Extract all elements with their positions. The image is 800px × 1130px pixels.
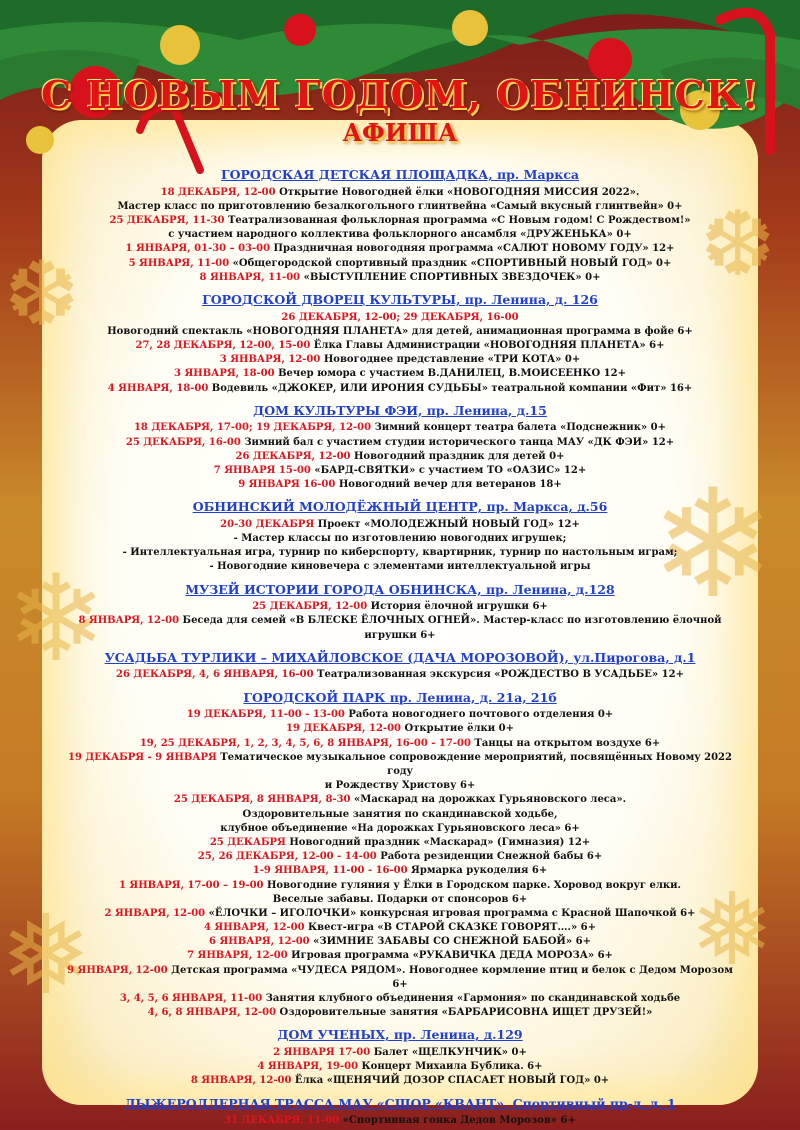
event-item xyxy=(60,708,740,722)
event-date: 25 ДЕКАБРЯ, 12-00 xyxy=(252,601,368,613)
event-description: Водевиль «ДЖОКЕР, ИЛИ ИРОНИЯ СУДЬБЫ» театральной компании «Фит» 16+ xyxy=(208,382,693,394)
event-item xyxy=(60,339,740,353)
event-date: 1 ЯНВАРЯ, 01-30 – 03-00 xyxy=(125,243,271,255)
event-item xyxy=(60,242,740,256)
event-description: Игровая программа «РУКАВИЧКА ДЕДА МОРОЗА» 6+ xyxy=(287,950,613,962)
event-description: «Маскарад на дорожках Гурьяновского леса». Оздоровительные занятия по скандинавской ходьбе, клубное объединение «На дорожках Гурьяновского леса» 6+ xyxy=(220,794,627,834)
event-date: 27, 28 ДЕКАБРЯ, 12-00, 15-00 xyxy=(135,339,311,351)
venue-heading: ГОРОДСКАЯ ДЕТСКАЯ ПЛОЩАДКА, пр. Маркса xyxy=(220,167,580,182)
event-date: 3 ЯНВАРЯ, 18-00 xyxy=(174,368,275,380)
event-item xyxy=(60,793,740,836)
event-item xyxy=(60,949,740,963)
snowflake-icon: ❆ xyxy=(700,192,776,297)
page-subtitle: АФИША xyxy=(342,118,458,147)
event-date: 19 ДЕКАБРЯ - 9 ЯНВАРЯ xyxy=(68,751,217,763)
event-item xyxy=(60,1114,740,1128)
event-item xyxy=(60,464,740,478)
event-item xyxy=(60,668,740,682)
event-description: Новогодний праздник для детей 0+ xyxy=(350,450,565,462)
event-description: «ЗИМНИЕ ЗАБАВЫ СО СНЕЖНОЙ БАБОЙ» 6+ xyxy=(309,936,591,948)
event-description: Детская программа «ЧУДЕСА РЯДОМ». Новогоднее кормление птиц и белок с Дедом Морозом 6+ xyxy=(167,964,733,990)
event-description: Балет «ЩЕЛКУНЧИК» 0+ xyxy=(370,1047,527,1058)
event-date: 3, 4, 5, 6 ЯНВАРЯ, 11-00 xyxy=(119,993,263,1004)
event-item xyxy=(60,1074,740,1088)
event-date: 3 ЯНВАРЯ, 12-00 xyxy=(219,354,321,366)
event-date: 1-9 ЯНВАРЯ, 11-00 - 16-00 xyxy=(252,865,408,877)
event-description: Концерт Михаила Бублика. 6+ xyxy=(358,1061,543,1073)
event-description: Зимний бал с участием студии исторического танца МАУ «ДК ФЭИ» 12+ xyxy=(240,436,675,448)
event-description: Ярмарка рукоделия 6+ xyxy=(407,865,548,877)
event-description: «Общегородской спортивный праздник «СПОРТИВНЫЙ НОВЫЙ ГОД» 0+ xyxy=(229,257,672,269)
event-item xyxy=(60,450,740,464)
venue-heading: ГОРОДСКОЙ ПАРК пр. Ленина, д. 21а, 21б xyxy=(243,689,557,705)
event-date: 25, 26 ДЕКАБРЯ, 12-00 - 14-00 xyxy=(197,851,377,863)
event-item xyxy=(60,436,740,450)
event-item xyxy=(60,353,740,367)
event-item xyxy=(60,722,740,736)
venue-heading: ДОМ УЧЕНЫХ, пр. Ленина, д.129 xyxy=(277,1027,523,1043)
snowflake-icon: ❅ xyxy=(690,871,774,988)
event-date: 26 ДЕКАБРЯ, 12-00; 29 ДЕКАБРЯ, 16-00 xyxy=(281,311,519,323)
event-description: Ёлка Главы Администрации «НОВОГОДНЯЯ ПЛАНЕТА» 6+ xyxy=(310,339,665,351)
event-description: Праздничная новогодняя программа «САЛЮТ НОВОМУ ГОДУ» 12+ xyxy=(270,243,675,255)
event-date: 6 ЯНВАРЯ, 12-00 xyxy=(209,936,310,948)
event-date: 4 ЯНВАРЯ, 19-00 xyxy=(257,1061,359,1073)
event-description: Проект «МОЛОДЕЖНЫЙ НОВЫЙ ГОД» 12+ - Мастер классы по изготовлению новогодних игрушек; - Интеллектуальная игра, турнир по киберспорту, квартирник, турнир по настольным играм; - Новогодние киновечера с элементами интеллектуальной игры xyxy=(122,518,678,573)
event-item xyxy=(60,907,740,921)
snowflake-icon: ❄ xyxy=(650,458,776,632)
event-item xyxy=(60,214,740,242)
event-date: 2 ЯНВАРЯ, 12-00 xyxy=(104,907,206,919)
event-item xyxy=(60,836,740,850)
event-date: 19 ДЕКАБРЯ, 12-00 xyxy=(286,723,401,735)
event-item xyxy=(60,751,740,794)
event-date: 19, 25 ДЕКАБРЯ, 1, 2, 3, 4, 5, 6, 8 ЯНВАРЯ, 16-00 - 17-00 xyxy=(139,737,471,749)
event-item xyxy=(60,186,740,214)
event-description: Театрализованная экскурсия «РОЖДЕСТВО В УСАДЬБЕ» 12+ xyxy=(313,669,684,681)
event-description: Ёлка «ЩЕНЯЧИЙ ДОЗОР СПАСАЕТ НОВЫЙ ГОД» 0+ xyxy=(291,1075,610,1087)
event-date: 25 ДЕКАБРЯ, 8 ЯНВАРЯ, 8-30 xyxy=(173,794,351,806)
page-title: С НОВЫМ ГОДОМ, ОБНИНСК! xyxy=(40,72,760,117)
snowflake-icon: ❅ xyxy=(0,891,93,1019)
event-description: Оздоровительные занятия «БАРБАРИСОВНА ИЩЕТ ДРУЗЕЙ!» xyxy=(276,1007,653,1019)
event-item xyxy=(60,614,740,642)
event-item xyxy=(60,1060,740,1074)
event-item xyxy=(60,257,740,271)
event-description: «БАРД-СВЯТКИ» с участием ТО «ОАЗИС» 12+ xyxy=(310,464,587,476)
event-schedule xyxy=(60,160,740,1128)
event-date: 4, 6, 8 ЯНВАРЯ, 12-00 xyxy=(147,1007,277,1019)
event-date: 9 ЯНВАРЯ, 12-00 xyxy=(67,964,168,976)
event-item xyxy=(60,478,740,492)
event-description: Танцы на открытом воздухе 6+ xyxy=(470,737,661,749)
event-description: Театрализованная фольклорная программа «С Новым годом! С Рождеством!» с участием народного коллектива фольклорного ансамбля «ДРУЖЕНЬКА» 0+ xyxy=(168,215,691,241)
event-date: 26 ДЕКАБРЯ, 4, 6 ЯНВАРЯ, 16-00 xyxy=(116,669,314,681)
event-item xyxy=(60,600,740,614)
venue-heading: ОБНИНСКИЙ МОЛОДЁЖНЫЙ ЦЕНТР, пр. Маркса, д.56 xyxy=(192,499,608,515)
event-description: «Спортивная гонка Дедов Морозов» 6+ xyxy=(339,1115,576,1127)
event-description: Зимний концерт театра балета «Подснежник» 0+ xyxy=(371,422,667,434)
event-item xyxy=(60,311,740,339)
event-item xyxy=(60,1046,740,1060)
event-item xyxy=(60,367,740,381)
event-date: 7 ЯНВАРЯ 15-00 xyxy=(213,464,311,476)
christmas-ornament-icon xyxy=(160,25,200,65)
event-item xyxy=(60,421,740,435)
venue-heading: ДОМ КУЛЬТУРЫ ФЭИ, пр. Ленина, д.15 xyxy=(253,402,547,418)
event-date: 25 ДЕКАБРЯ, 16-00 xyxy=(125,436,241,448)
event-description: Беседа для семей «В БЛЕСКЕ ЁЛОЧНЫХ ОГНЕЙ». Мастер-класс по изготовлению ёлочной игрушки 6+ xyxy=(179,615,722,641)
event-description: Новогодний вечер для ветеранов 18+ xyxy=(335,479,562,491)
event-date: 18 ДЕКАБРЯ, 12-00 xyxy=(160,186,276,198)
event-item xyxy=(60,518,740,575)
event-description: «ВЫСТУПЛЕНИЕ СПОРТИВНЫХ ЗВЕЗДОЧЕК» 0+ xyxy=(300,271,601,283)
event-date: 26 ДЕКАБРЯ, 12-00 xyxy=(235,450,351,462)
event-description: Работа резиденции Снежной бабы 6+ xyxy=(376,851,603,863)
event-date: 8 ЯНВАРЯ, 12-00 xyxy=(78,615,180,627)
venue-heading: ЛЫЖЕРОЛЛЕРНАЯ ТРАССА МАУ «СШОР «КВАНТ», Спортивный пр-д, д. 1 xyxy=(124,1095,676,1111)
event-item xyxy=(60,992,740,1006)
snowflake-icon: ❄ xyxy=(6,550,107,689)
christmas-ornament-icon xyxy=(284,14,316,46)
event-item xyxy=(60,850,740,864)
event-item xyxy=(60,864,740,878)
event-date: 18 ДЕКАБРЯ, 17-00; 19 ДЕКАБРЯ, 12-00 xyxy=(133,422,372,434)
snowflake-icon: ❆ xyxy=(4,242,80,347)
event-description: История ёлочной игрушки 6+ xyxy=(367,601,548,613)
event-description: Новогоднее представление «ТРИ КОТА» 0+ xyxy=(320,354,581,366)
event-date: 7 ЯНВАРЯ, 12-00 xyxy=(187,950,288,962)
christmas-ornament-icon xyxy=(452,10,488,46)
event-item xyxy=(60,737,740,751)
event-date: 25 ДЕКАБРЯ xyxy=(209,836,286,848)
event-date: 31 ДЕКАБРЯ, 11-00 xyxy=(224,1115,340,1127)
event-item xyxy=(60,921,740,935)
event-item xyxy=(60,271,740,285)
event-date: 4 ЯНВАРЯ, 18-00 xyxy=(107,382,209,394)
event-description: Вечер юмора с участием В.ДАНИЛЕЦ, В.МОИСЕЕНКО 12+ xyxy=(274,368,626,380)
event-date: 8 ЯНВАРЯ, 12-00 xyxy=(190,1075,292,1087)
event-description: «ЁЛОЧКИ – ИГОЛОЧКИ» конкурсная игровая программа с Красной Шапочкой 6+ xyxy=(205,907,696,919)
event-date: 25 ДЕКАБРЯ, 11-30 xyxy=(109,215,225,226)
event-date: 8 ЯНВАРЯ, 11-00 xyxy=(199,271,301,283)
event-item xyxy=(60,1006,740,1020)
event-description: Работа новогоднего почтового отделения 0+ xyxy=(344,709,614,721)
event-item xyxy=(60,935,740,949)
event-date: 5 ЯНВАРЯ, 11-00 xyxy=(128,257,230,269)
event-date: 1 ЯНВАРЯ, 17-00 – 19-00 xyxy=(118,879,264,891)
event-date: 19 ДЕКАБРЯ, 11-00 - 13-00 xyxy=(186,709,345,721)
event-date: 4 ЯНВАРЯ, 12-00 xyxy=(203,922,305,934)
event-description: Открытие ёлки 0+ xyxy=(401,723,514,735)
event-item xyxy=(60,879,740,907)
event-date: 20-30 ДЕКАБРЯ xyxy=(220,518,315,530)
event-description: Тематическое музыкальное сопровождение мероприятий, посвящённых Новому 2022 году и Рождеству Христову 6+ xyxy=(220,751,732,792)
venue-heading: УСАДЬБА ТУРЛИКИ – МИХАЙЛОВСКОЕ (ДАЧА МОРОЗОВОЙ), ул.Пирогова, д.1 xyxy=(104,649,696,665)
event-description: Новогодний праздник «Маскарад» (Гимназия) 12+ xyxy=(285,836,591,848)
event-item xyxy=(60,964,740,992)
event-description: Квест-игра «В СТАРОЙ СКАЗКЕ ГОВОРЯТ….» 6+ xyxy=(304,922,597,934)
event-description: Занятия клубного объединения «Гармония» по скандинавской ходьбе xyxy=(262,993,681,1004)
venue-heading: МУЗЕЙ ИСТОРИИ ГОРОДА ОБНИНСКА, пр. Ленина, д.128 xyxy=(185,581,615,597)
event-item xyxy=(60,382,740,396)
event-date: 9 ЯНВАРЯ 16-00 xyxy=(238,479,336,491)
event-date: 2 ЯНВАРЯ 17-00 xyxy=(273,1047,371,1058)
event-description: Новогодний спектакль «НОВОГОДНЯЯ ПЛАНЕТА» для детей, анимационная программа в фойе 6+ xyxy=(107,325,693,337)
event-description: Открытие Новогодней ёлки «НОВОГОДНЯЯ МИССИЯ 2022». Мастер класс по приготовлению безалкогольного глинтвейна «Самый вкусный глинтвейн» 0+ xyxy=(117,186,683,212)
event-description: Новогодние гуляния у Ёлки в Городском парке. Хоровод вокруг елки. Веселые забавы. Подарки от спонсоров 6+ xyxy=(266,879,682,905)
venue-heading: ГОРОДСКОЙ ДВОРЕЦ КУЛЬТУРЫ, пр. Ленина, д. 126 xyxy=(202,291,598,307)
